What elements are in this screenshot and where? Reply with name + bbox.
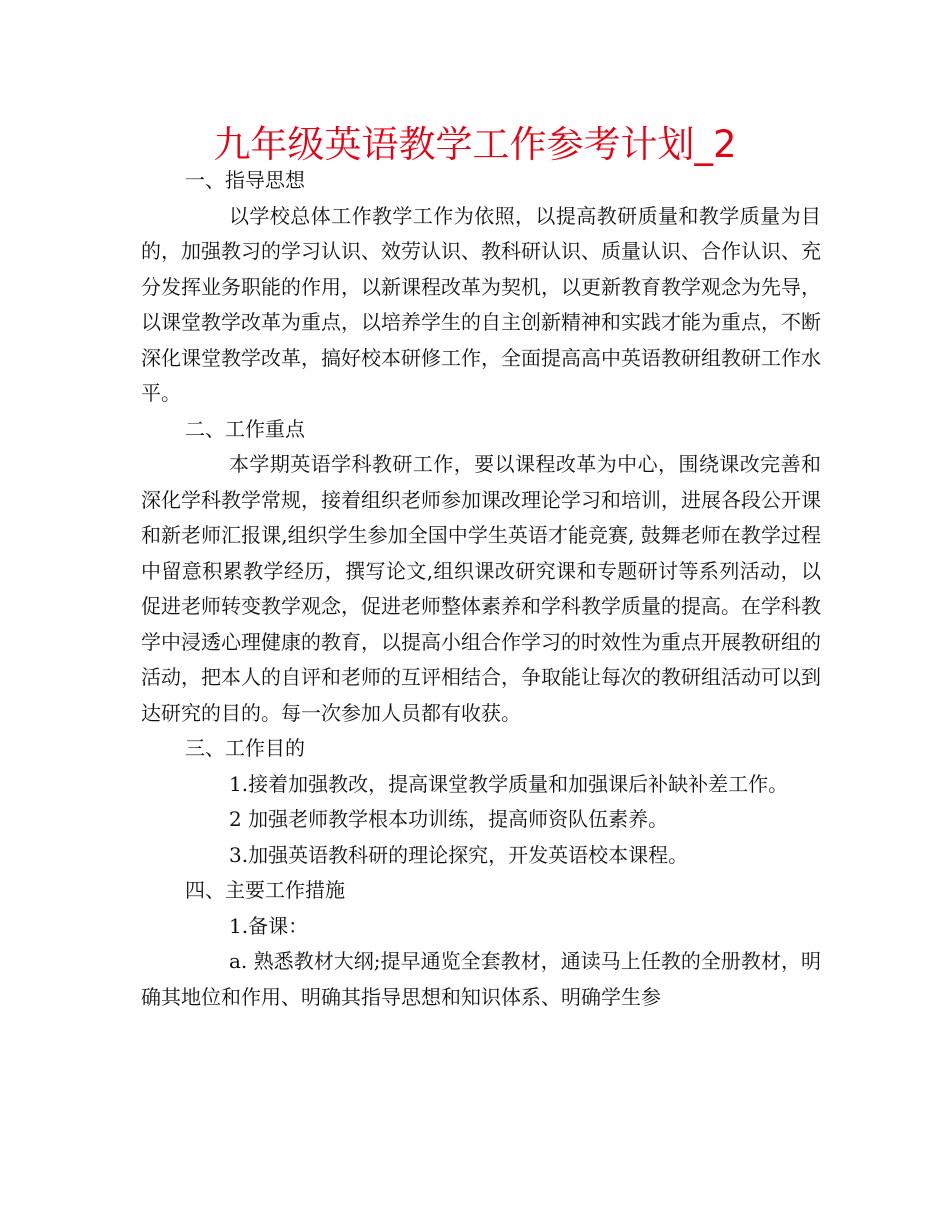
- section-heading: 一、指导思想: [185, 168, 305, 192]
- document-title: 九年级英语教学工作参考计划_2: [213, 123, 737, 166]
- list-item: 1.接着加强教改，提高课堂教学质量和加强课后补缺补差工作。: [229, 771, 789, 796]
- document-body: [141, 163, 821, 1015]
- paragraph: a. 熟悉教材大纲;提早通览全套教材，通读马上任教的全册教材，明确其地位和作用、明确其指导思想和知识体系、明确学生参: [141, 949, 821, 1009]
- section-heading: 四、主要工作措施: [185, 878, 345, 902]
- paragraph: 本学期英语学科教研工作，要以课程改革为中心，围绕课改完善和深化学科教学常规，接着组织老师参加课改理论学习和培训，进展各段公开课和新老师汇报课,组织学生参加全国中学生英语才能竞赛, 鼓舞老师在教学过程中留意积累教学经历，撰写论文,组织课改研究课和专题研讨等系列活动，以促进老师转变教学观念，促进老师整体素养和学科教学质量的提高。在学科教学中浸透心理健康的教育，以提高小组合作学习的时效性为重点开展教研组的活动，把本人的自评和老师的互评相结合，争取能让每次的教研组活动可以到达研究的目的。每一次参加人员都有收获。: [141, 452, 821, 725]
- section-heading: 三、工作目的: [185, 736, 305, 760]
- list-item: 2 加强老师教学根本功训练，提高师资队伍素养。: [229, 807, 669, 831]
- list-item: 3.加强英语教科研的理论探究，开发英语校本课程。: [229, 842, 689, 867]
- paragraph: 以学校总体工作教学工作为依照，以提高教研质量和教学质量为目的，加强教习的学习认识、效劳认识、教科研认识、质量认识、合作认识、充分发挥业务职能的作用，以新课程改革为契机，以更新教育教学观念为先导，以课堂教学改革为重点，以培养学生的自主创新精神和实践才能为重点，不断深化课堂教学改革，搞好校本研修工作，全面提高高中英语教研组教研工作水平。: [141, 203, 821, 405]
- list-item: 1.备课：: [229, 913, 309, 938]
- section-heading: 二、工作重点: [185, 416, 305, 441]
